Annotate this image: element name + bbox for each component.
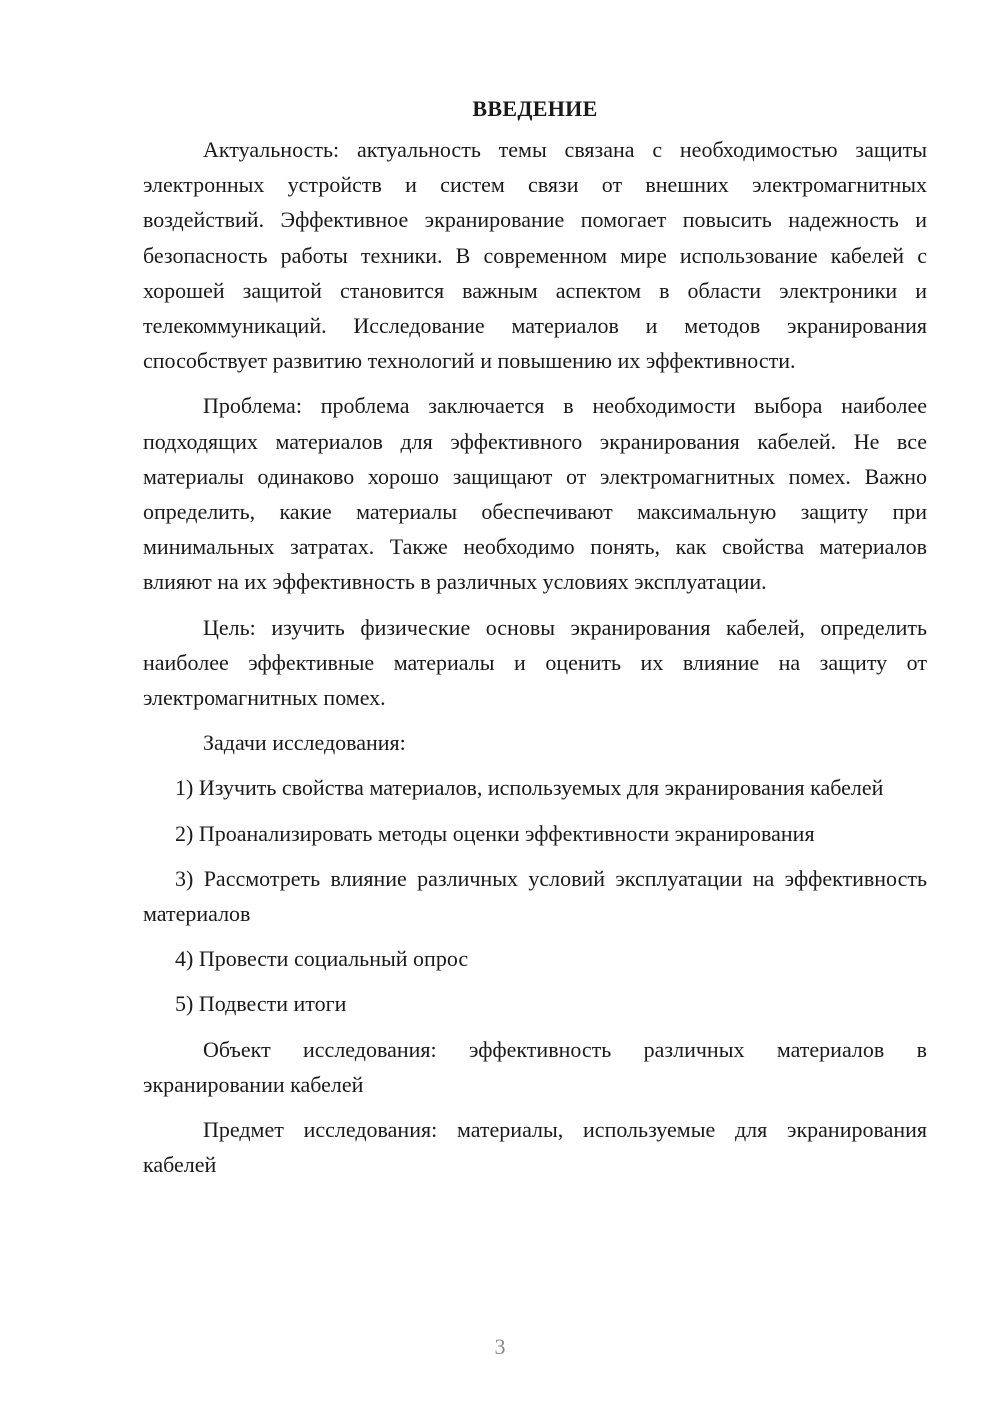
- page-title: ВВЕДЕНИЕ: [472, 96, 598, 121]
- task-item-2: 2) Проанализировать методы оценки эффективности экранирования: [175, 820, 815, 846]
- page-number: 3: [494, 1334, 506, 1359]
- paragraph-goal: Цель: изучить физические основы экранирования кабелей, определить наиболее эффективные материалы и оценить их влияние на защиту от электромагнитных помех.: [143, 614, 927, 711]
- paragraph-problem: Проблема: проблема заключается в необходимости выбора наиболее подходящих материалов для эффективного экранирования кабелей. Не все материалы одинаково хорошо защищают от электромагнитных помех. Важно определить, какие материалы обеспечивают максимальную защиту при минимальных затратах. Также необходимо понять, как свойства материалов влияют на их эффективность в различных условиях эксплуатации.: [143, 393, 927, 595]
- paragraph-relevance: Актуальность: актуальность темы связана с необходимостью защиты электронных устройств и систем связи от внешних электромагнитных воздействий. Эффективное экранирование помогает повысить надежность и безопасность работы техники. В современном мире использование кабелей с хорошей защитой становится важным аспектом в области электроники и телекоммуникаций. Исследование материалов и методов экранирования способствует развитию технологий и повышению их эффективности.: [143, 137, 927, 374]
- task-item-5: 5) Подвести итоги: [175, 991, 347, 1017]
- task-item-1: 1) Изучить свойства материалов, используемых для экранирования кабелей: [175, 775, 884, 801]
- task-item-3: 3) Рассмотреть влияние различных условий эксплуатации на эффективность материалов: [143, 865, 927, 927]
- task-item-4: 4) Провести социальный опрос: [175, 946, 469, 972]
- paragraph-object: Объект исследования: эффективность различных материалов в экранировании кабелей: [143, 1036, 927, 1097]
- paragraph-subject: Предмет исследования: материалы, используемые для экранирования кабелей: [143, 1117, 927, 1178]
- document-page: [143, 92, 927, 1192]
- paragraph-tasks-intro: Задачи исследования:: [203, 730, 406, 756]
